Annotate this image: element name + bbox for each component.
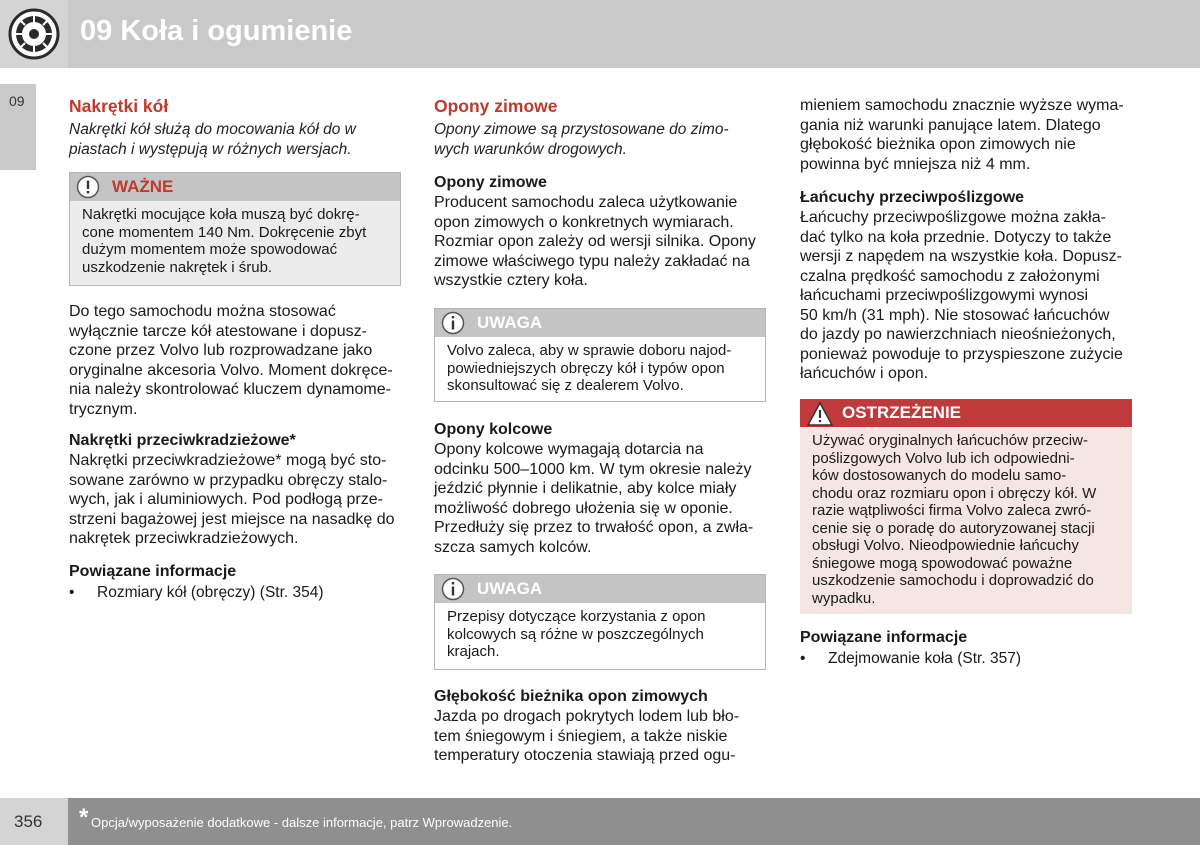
chapter-header: [0, 0, 1200, 68]
note-box-header: [435, 309, 765, 337]
tire-icon: [0, 0, 68, 68]
paragraph-anti-theft: Nakrętki przeciwkradzieżowe* mogą być sto- sowane zarówno w przypadku obręczy stalo- wych, jak i aluminiowych. Pod podłogą prze- strzeni bagażowej jest miejsce na nasadkę do nakrętek przeciwkradzieżowych.: [69, 452, 395, 547]
warning-label: OSTRZEŻENIE: [842, 403, 962, 422]
section-heading-wheel-nuts: Nakrętki kół: [69, 96, 169, 116]
note-box: [434, 574, 766, 670]
chapter-tab-number: 09: [9, 93, 25, 109]
warning-box: [800, 399, 1132, 614]
paragraph-winter-tires: Producent samochodu zaleca użytkowanie opon zimowych o konkretnych wymiarach. Rozmiar opon zależy od wersji silnika. Opony zimowe właściwego typu należy zakładać na wszystkie cztery koła.: [434, 194, 756, 289]
warning-box-header: [800, 399, 1132, 427]
note-label: UWAGA: [477, 313, 543, 332]
related-info-heading: Powiązane informacje: [800, 629, 968, 646]
footer-bar: [68, 798, 1200, 845]
chapter-icon-box: [0, 0, 68, 68]
info-icon: [441, 577, 465, 601]
asterisk-marker: *: [79, 804, 89, 831]
note-label: UWAGA: [477, 579, 543, 598]
note-box: [434, 308, 766, 402]
paragraph-tread-depth-cont: mieniem samochodu znacznie wyższe wyma- gania niż warunki panujące latem. Dlatego głębokość bieżnika opon zimowych nie powinna być mniejsza niż 4 mm.: [800, 97, 1124, 173]
info-icon: [441, 311, 465, 335]
subheading-snow-chains: Łańcuchy przeciwpoślizgowe: [800, 189, 1025, 206]
section-heading-winter-tires: Opony zimowe: [434, 96, 558, 116]
important-label: WAŻNE: [112, 177, 174, 196]
important-box: [69, 172, 401, 286]
page-number-box: [0, 798, 68, 845]
paragraph-rims: Do tego samochodu można stosować wyłącznie tarcze kół atestowane i dopusz- czone przez Volvo lub rozprowadzane jako oryginalne akcesoria Volvo. Moment dokręce- nia należy skontrolować kluczem dynamome- trycznym.: [69, 303, 393, 418]
note-text: Volvo zaleca, aby w sprawie doboru najod- powiedniejszych obręczy kół i typów opon skonsultować się z dealerem Volvo.: [447, 342, 732, 394]
page-number: 356: [14, 812, 43, 831]
paragraph-tread-depth: Jazda po drogach pokrytych lodem lub bło- tem śniegowym i śniegiem, a także niskie temperatury otoczenia stawiają przed ogu-: [434, 708, 740, 764]
paragraph-snow-chains: Łańcuchy przeciwpoślizgowe można zakła- dać tylko na koła przednie. Dotyczy to także wersji z napędem na wszystkie koła. Dopusz- czalna prędkość samochodu z założonymi łańcuchami przeciwpoślizgowymi wynosi 50 km/h (31 mph). Nie stosować łańcuchów do jazdy po nawierzchniach nieośnieżonych, ponieważ powoduje to przyspieszone zużycie łańcuchów i opon.: [800, 209, 1123, 382]
chapter-tab[interactable]: [0, 84, 36, 170]
related-info-heading: Powiązane informacje: [69, 563, 237, 580]
section-intro: Opony zimowe są przystosowane do zimo- wych warunków drogowych.: [434, 121, 729, 158]
page-footer: [0, 798, 1200, 845]
note-box-header: [435, 575, 765, 603]
subheading-studded-tires: Opony kolcowe: [434, 421, 553, 438]
exclamation-icon: [76, 175, 100, 199]
important-box-header: [70, 173, 400, 201]
footer-note: Opcja/wyposażenie dodatkowe - dalsze informacje, patrz Wprowadzenie.: [91, 815, 513, 830]
warning-text: Używać oryginalnych łańcuchów przeciw- poślizgowych Volvo lub ich odpowiedni- ków dostosowanych do modelu samo- chodu oraz rozmiaru opon i obręczy kół. W razie wątpliwości firma Volvo zaleca zwró- cenie się o poradę do autoryzowanej stacji obsługi Volvo. Nieodpowiednie łańcuchy śniegowe mogą spowodować poważne uszkodzenie samochodu i doprowadzić do wypadku.: [812, 432, 1097, 607]
subheading-winter-tires: Opony zimowe: [434, 174, 547, 191]
subheading-tread-depth: Głębokość bieżnika opon zimowych: [434, 688, 708, 705]
important-text: Nakrętki mocujące koła muszą być dokrę- cone momentem 140 Nm. Dokręcenie zbyt dużym momentem może spowodować uszkodzenie nakrętek i śrub.: [82, 206, 367, 276]
bullet-icon: •: [69, 584, 75, 601]
chapter-title: 09 Koła i ogumienie: [80, 15, 353, 47]
subheading-anti-theft: Nakrętki przeciwkradzieżowe*: [69, 432, 296, 449]
section-intro: Nakrętki kół służą do mocowania kół do w piastach i występują w różnych wersjach.: [69, 121, 356, 158]
bullet-icon: •: [800, 650, 806, 667]
paragraph-studded-tires: Opony kolcowe wymagają dotarcia na odcinku 500–1000 km. W tym okresie należy jeździć płynnie i delikatnie, aby kolce miały możliwość dobrego ułożenia się w oponie. Przedłuży się przez to trwałość opon, a zwła- szcza samych kolców.: [434, 441, 754, 556]
note-text: Przepisy dotyczące korzystania z opon kolcowych są różne w poszczególnych krajach.: [447, 608, 706, 660]
warning-triangle-icon: [806, 401, 834, 427]
